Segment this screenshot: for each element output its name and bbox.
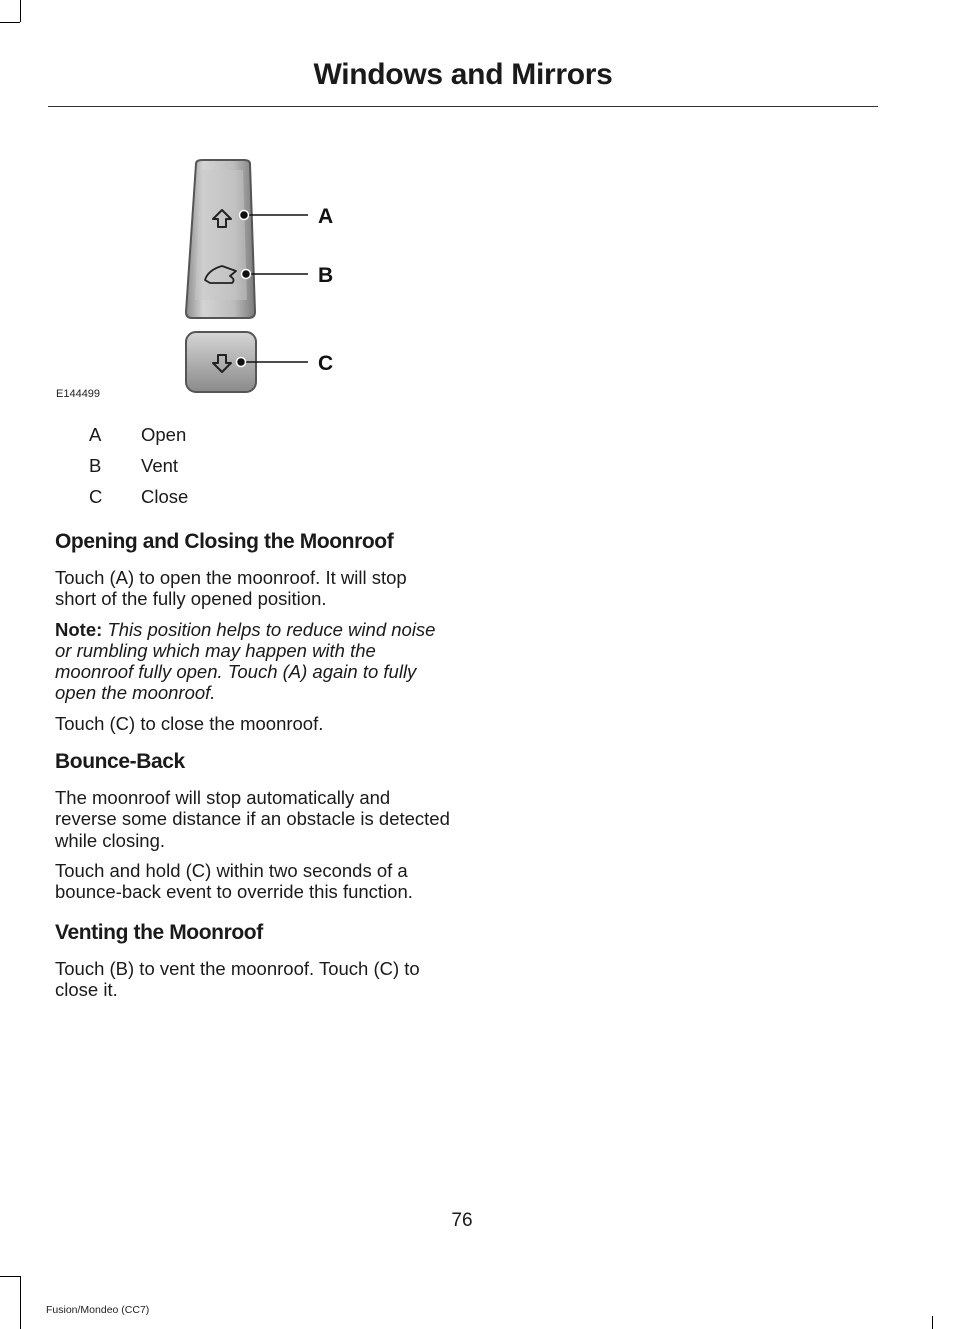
- note: [55, 619, 450, 704]
- crop-mark: [0, 22, 20, 23]
- crop-mark: [0, 1276, 20, 1277]
- legend-key: B: [89, 455, 102, 476]
- callout-a-label: A: [318, 205, 334, 228]
- note-label: Note:: [55, 618, 103, 640]
- legend-label: Open: [141, 424, 187, 445]
- page-number: 76: [451, 1210, 473, 1231]
- footer-model: Fusion/Mondeo (CC7): [46, 1304, 150, 1316]
- callout-b-label: B: [318, 264, 334, 287]
- note-text: This position helps to reduce wind noise or rumbling which may happen with the moonroof fully open. Touch (A) again to fully open the moonroof.: [55, 618, 436, 704]
- legend-item: [89, 486, 188, 517]
- figure-legend: [89, 424, 188, 517]
- callout-a: [240, 205, 334, 228]
- paragraph: Touch (B) to vent the moonroof. Touch (C) to close it.: [55, 957, 420, 1000]
- crop-mark: [932, 1316, 933, 1329]
- crop-mark: [20, 0, 21, 22]
- section-heading: Venting the Moonroof: [55, 920, 263, 944]
- legend-label: Close: [141, 486, 189, 507]
- paragraph: Touch (A) to open the moonroof. It will stop short of the fully opened position.: [55, 567, 407, 610]
- legend-item: [89, 455, 188, 486]
- title-divider: [48, 106, 878, 107]
- callout-c-label: C: [318, 352, 334, 375]
- legend-key: A: [89, 424, 102, 445]
- main-content: [55, 530, 450, 1009]
- moonroof-switch-illustration: [50, 150, 370, 405]
- moonroof-control-figure: [50, 150, 370, 405]
- paragraph: Touch (C) to close the moonroof.: [55, 712, 324, 734]
- section-heading: Bounce-Back: [55, 750, 185, 774]
- section-heading: Opening and Closing the Moonroof: [55, 530, 394, 553]
- callout-b: [242, 264, 334, 287]
- page-title: Windows and Mirrors: [313, 58, 613, 91]
- figure-id: E144499: [56, 388, 101, 400]
- legend-label: Vent: [141, 455, 179, 476]
- crop-mark: [20, 1276, 21, 1329]
- paragraph: The moonroof will stop automatically and reverse some distance if an obstacle is detected while closing.: [55, 787, 450, 851]
- legend-key: C: [89, 486, 103, 507]
- paragraph: Touch and hold (C) within two seconds of a bounce-back event to override this function.: [55, 859, 413, 903]
- legend-item: [89, 424, 188, 455]
